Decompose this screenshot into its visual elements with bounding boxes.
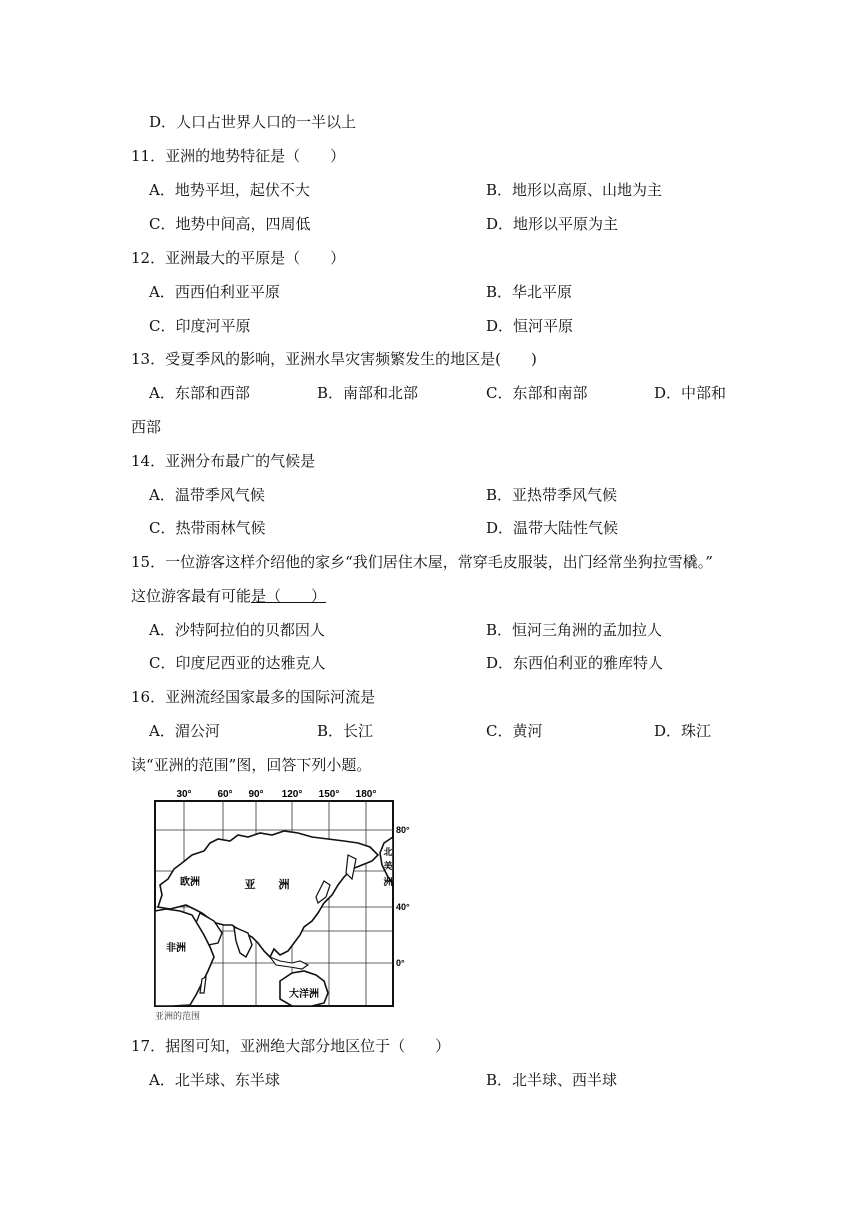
q10-option-d: D．人口占世界人口的一半以上 [149, 113, 357, 131]
q17-stem: 17．据图可知，亚洲绝大部分地区位于（ ） [131, 1037, 451, 1055]
q16-option-d: D．珠江 [654, 722, 712, 740]
q11-option-d: D．地形以平原为主 [486, 215, 619, 233]
q13-option-d-continued: 西部 [131, 418, 162, 436]
lon-label-120: 120° [281, 789, 303, 800]
q15-option-c: C．印度尼西亚的达雅克人 [149, 654, 326, 672]
q12-option-b: B．华北平原 [486, 283, 573, 301]
q16-option-a: A．湄公河 [149, 722, 220, 740]
lat-label-0: 0° [396, 958, 405, 968]
q15-stem-line2 [131, 586, 326, 606]
q15-option-a: A．沙特阿拉伯的贝都因人 [149, 621, 325, 639]
q11-stem: 11．亚洲的地势特征是（ ） [131, 147, 346, 165]
q13-option-a: A．东部和西部 [149, 384, 250, 402]
lat-label-40: 40° [396, 902, 410, 912]
q17-option-a: A．北半球、东半球 [149, 1071, 280, 1089]
q15-stem-line2-b: 是（ ） [251, 587, 327, 605]
asia-range-map [152, 785, 412, 1023]
label-na-1: 北 [383, 847, 393, 857]
lon-label-90: 90° [248, 789, 264, 800]
label-na-2: 美 [383, 861, 393, 871]
q11-option-b: B．地形以高原、山地为主 [486, 181, 663, 199]
q15-option-b: B．恒河三角洲的孟加拉人 [486, 621, 663, 639]
q13-option-d: D．中部和 [654, 384, 727, 402]
q11-option-c: C．地势中间高，四周低 [149, 215, 311, 233]
q14-stem: 14．亚洲分布最广的气候是 [131, 452, 316, 470]
q14-option-d: D．温带大陆性气候 [486, 519, 619, 537]
label-europe: 欧洲 [180, 877, 200, 888]
map-caption: 亚洲的范围 [155, 1011, 201, 1021]
lon-label-30: 30° [176, 789, 192, 800]
q15-stem-line2-a: 这位游客最有可能 [131, 587, 252, 605]
q11-option-a: A．地势平坦，起伏不大 [149, 181, 310, 199]
label-na-3: 洲 [383, 877, 393, 887]
label-africa: 非洲 [166, 943, 186, 954]
q16-option-c: C．黄河 [486, 722, 543, 740]
q12-option-a: A．西西伯利亚平原 [149, 283, 280, 301]
q14-option-b: B．亚热带季风气候 [486, 486, 618, 504]
q12-option-c: C．印度河平原 [149, 317, 251, 335]
label-oceania: 大洋洲 [289, 989, 319, 1000]
q13-option-b: B．南部和北部 [317, 384, 419, 402]
q16-stem: 16．亚洲流经国家最多的国际河流是 [131, 688, 376, 706]
lon-label-60: 60° [217, 789, 233, 800]
lat-label-80: 80° [396, 825, 410, 835]
label-asia-b: 洲 [278, 879, 290, 891]
q12-stem: 12．亚洲最大的平原是（ ） [131, 249, 346, 267]
q15-option-d: D．东西伯利亚的雅库特人 [486, 654, 664, 672]
q14-option-a: A．温带季风气候 [149, 486, 265, 504]
q13-stem: 13．受夏季风的影响，亚洲水旱灾害频繁发生的地区是( ) [131, 350, 537, 368]
lon-label-180: 180° [355, 789, 377, 800]
q17-option-b: B．北半球、西半球 [486, 1071, 618, 1089]
q12-option-d: D．恒河平原 [486, 317, 574, 335]
lon-label-150: 150° [318, 789, 340, 800]
q13-option-c: C．东部和南部 [486, 384, 588, 402]
q15-stem: 15．一位游客这样介绍他的家乡“我们居住木屋，常穿毛皮服装，出门经常坐狗拉雪橇。” [131, 553, 713, 571]
label-asia-a: 亚 [244, 879, 256, 891]
q16-option-b: B．长江 [317, 722, 374, 740]
map-intro: 读“亚洲的范围”图，回答下列小题。 [131, 756, 372, 774]
q14-option-c: C．热带雨林气候 [149, 519, 266, 537]
